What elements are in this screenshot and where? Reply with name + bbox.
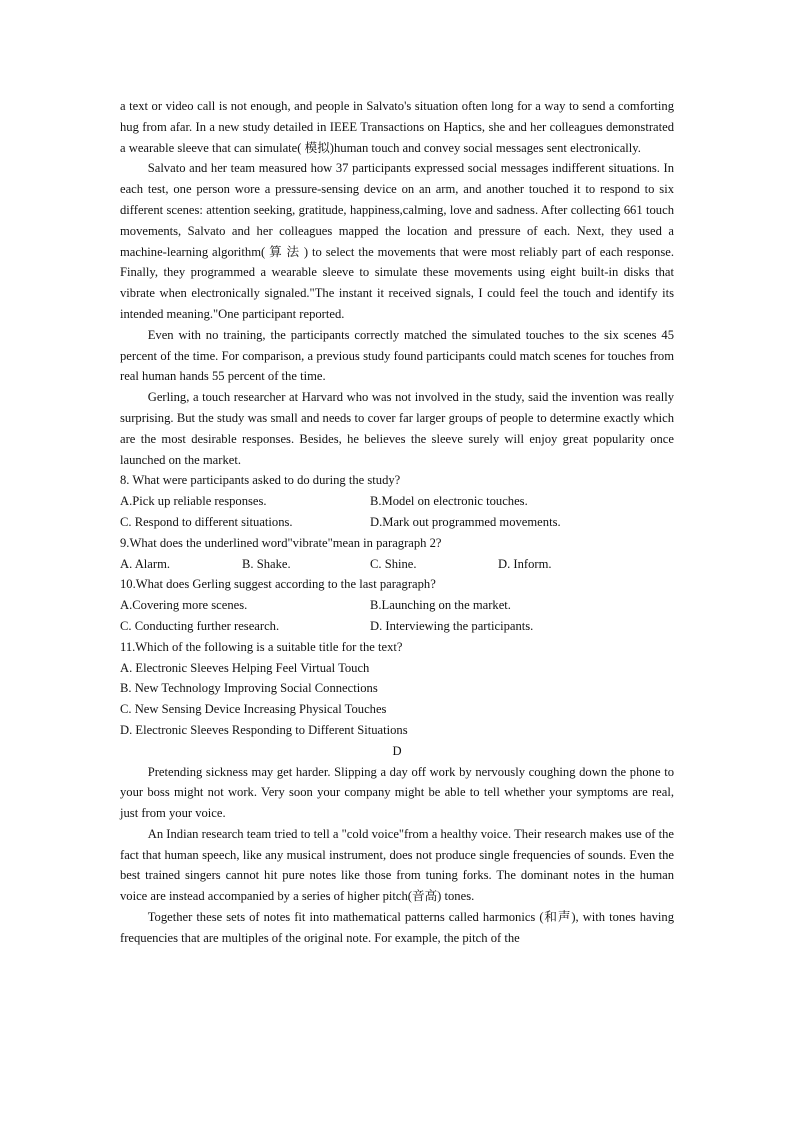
passage-c-paragraph-3: Even with no training, the participants correctly matched the simulated touches to the six scenes 45 percent of the time. For comparison, a previous study found participants could match scenes for touches from real human hands 55 percent of the time.: [120, 327, 674, 384]
question-11-option-d: D. Electronic Sleeves Responding to Different Situations: [120, 722, 408, 737]
document-page: [120, 96, 674, 949]
passage-c-paragraph-2: Salvato and her team measured how 37 participants expressed social messages indifferent situations. In each test, one person wore a pressure-sensing device on an arm, and another touched it to respond to six different scenes: attention seeking, gratitude, happiness,calming, love and sadness. After collecting 661 touch movements, Salvato and her colleagues mapped the location and pressure of each. Next, they used a machine-learning algorithm( 算 法 ) to select the movements that were most reliably part of each response. Finally, they programmed a wearable sleeve to simulate these movements using eight built-in disks that vibrate when electronically signaled."The instant it received signals, I could feel the touch and identify its intended meaning."One participant reported.: [120, 161, 674, 321]
question-10-option-d: D. Interviewing the participants.: [370, 618, 534, 633]
question-8-options-row-1: [120, 491, 674, 512]
question-10-options-row-2: [120, 616, 674, 637]
question-11-stem: 11.Which of the following is a suitable title for the text?: [120, 639, 403, 654]
question-8-option-b: B.Model on electronic touches.: [370, 494, 528, 509]
question-9-option-a: A. Alarm.: [120, 556, 171, 571]
question-8-option-c: C. Respond to different situations.: [120, 514, 293, 529]
passage-c-paragraph-4: Gerling, a touch researcher at Harvard who was not involved in the study, said the invention was really surprising. But the study was small and needs to cover far larger groups of people to determine exactly which are the most desirable responses. Besides, he believes the sleeve surely will enjoy great popularity once launched on the market.: [120, 390, 674, 467]
question-10-option-c: C. Conducting further research.: [120, 618, 280, 633]
passage-d-paragraph-2: An Indian research team tried to tell a "cold voice"from a healthy voice. Their research makes use of the fact that human speech, like any musical instrument, does not produce single frequencies of sounds. Even the best trained singers cannot hit pure notes like those from tuning forks. The dominant notes in the human voice are instead accompanied by a series of higher pitch(音高) tones.: [120, 826, 674, 904]
question-11-option-a: A. Electronic Sleeves Helping Feel Virtual Touch: [120, 660, 370, 675]
question-9-option-b: B. Shake.: [242, 556, 291, 571]
question-10-option-a: A.Covering more scenes.: [120, 598, 248, 613]
question-10-options-row-1: [120, 595, 674, 616]
question-10-stem: 10.What does Gerling suggest according to the last paragraph?: [120, 577, 436, 592]
question-8-options-row-2: [120, 512, 674, 533]
question-11-option-c: C. New Sensing Device Increasing Physical Touches: [120, 702, 387, 717]
passage-d-paragraph-1: Pretending sickness may get harder. Slipping a day off work by nervously coughing down the phone to your boss might not work. Very soon your company might be able to tell whether your symptoms are real, just from your voice.: [120, 764, 674, 821]
question-9-option-c: C. Shine.: [370, 556, 417, 571]
section-d-heading: D: [392, 743, 402, 758]
question-8-stem: 8. What were participants asked to do during the study?: [120, 473, 401, 488]
passage-d-paragraph-3: Together these sets of notes fit into mathematical patterns called harmonics (和声), with tones having frequencies that are multiples of the original note. For example, the pitch of the: [120, 910, 674, 945]
question-9-stem: 9.What does the underlined word"vibrate"mean in paragraph 2?: [120, 535, 442, 550]
question-9-options-row: [120, 554, 674, 575]
question-11-option-b: B. New Technology Improving Social Connections: [120, 681, 378, 696]
question-8-option-d: D.Mark out programmed movements.: [370, 514, 561, 529]
question-9-option-d: D. Inform.: [498, 556, 552, 571]
question-8-option-a: A.Pick up reliable responses.: [120, 494, 267, 509]
question-10-option-b: B.Launching on the market.: [370, 598, 511, 613]
passage-c-paragraph-1: a text or video call is not enough, and people in Salvato's situation often long for a way to send a comforting hug from afar. In a new study detailed in IEEE Transactions on Haptics, she and her colleagues demonstrated a wearable sleeve that can simulate( 模拟)human touch and convey social messages sent electronically.: [120, 99, 674, 155]
